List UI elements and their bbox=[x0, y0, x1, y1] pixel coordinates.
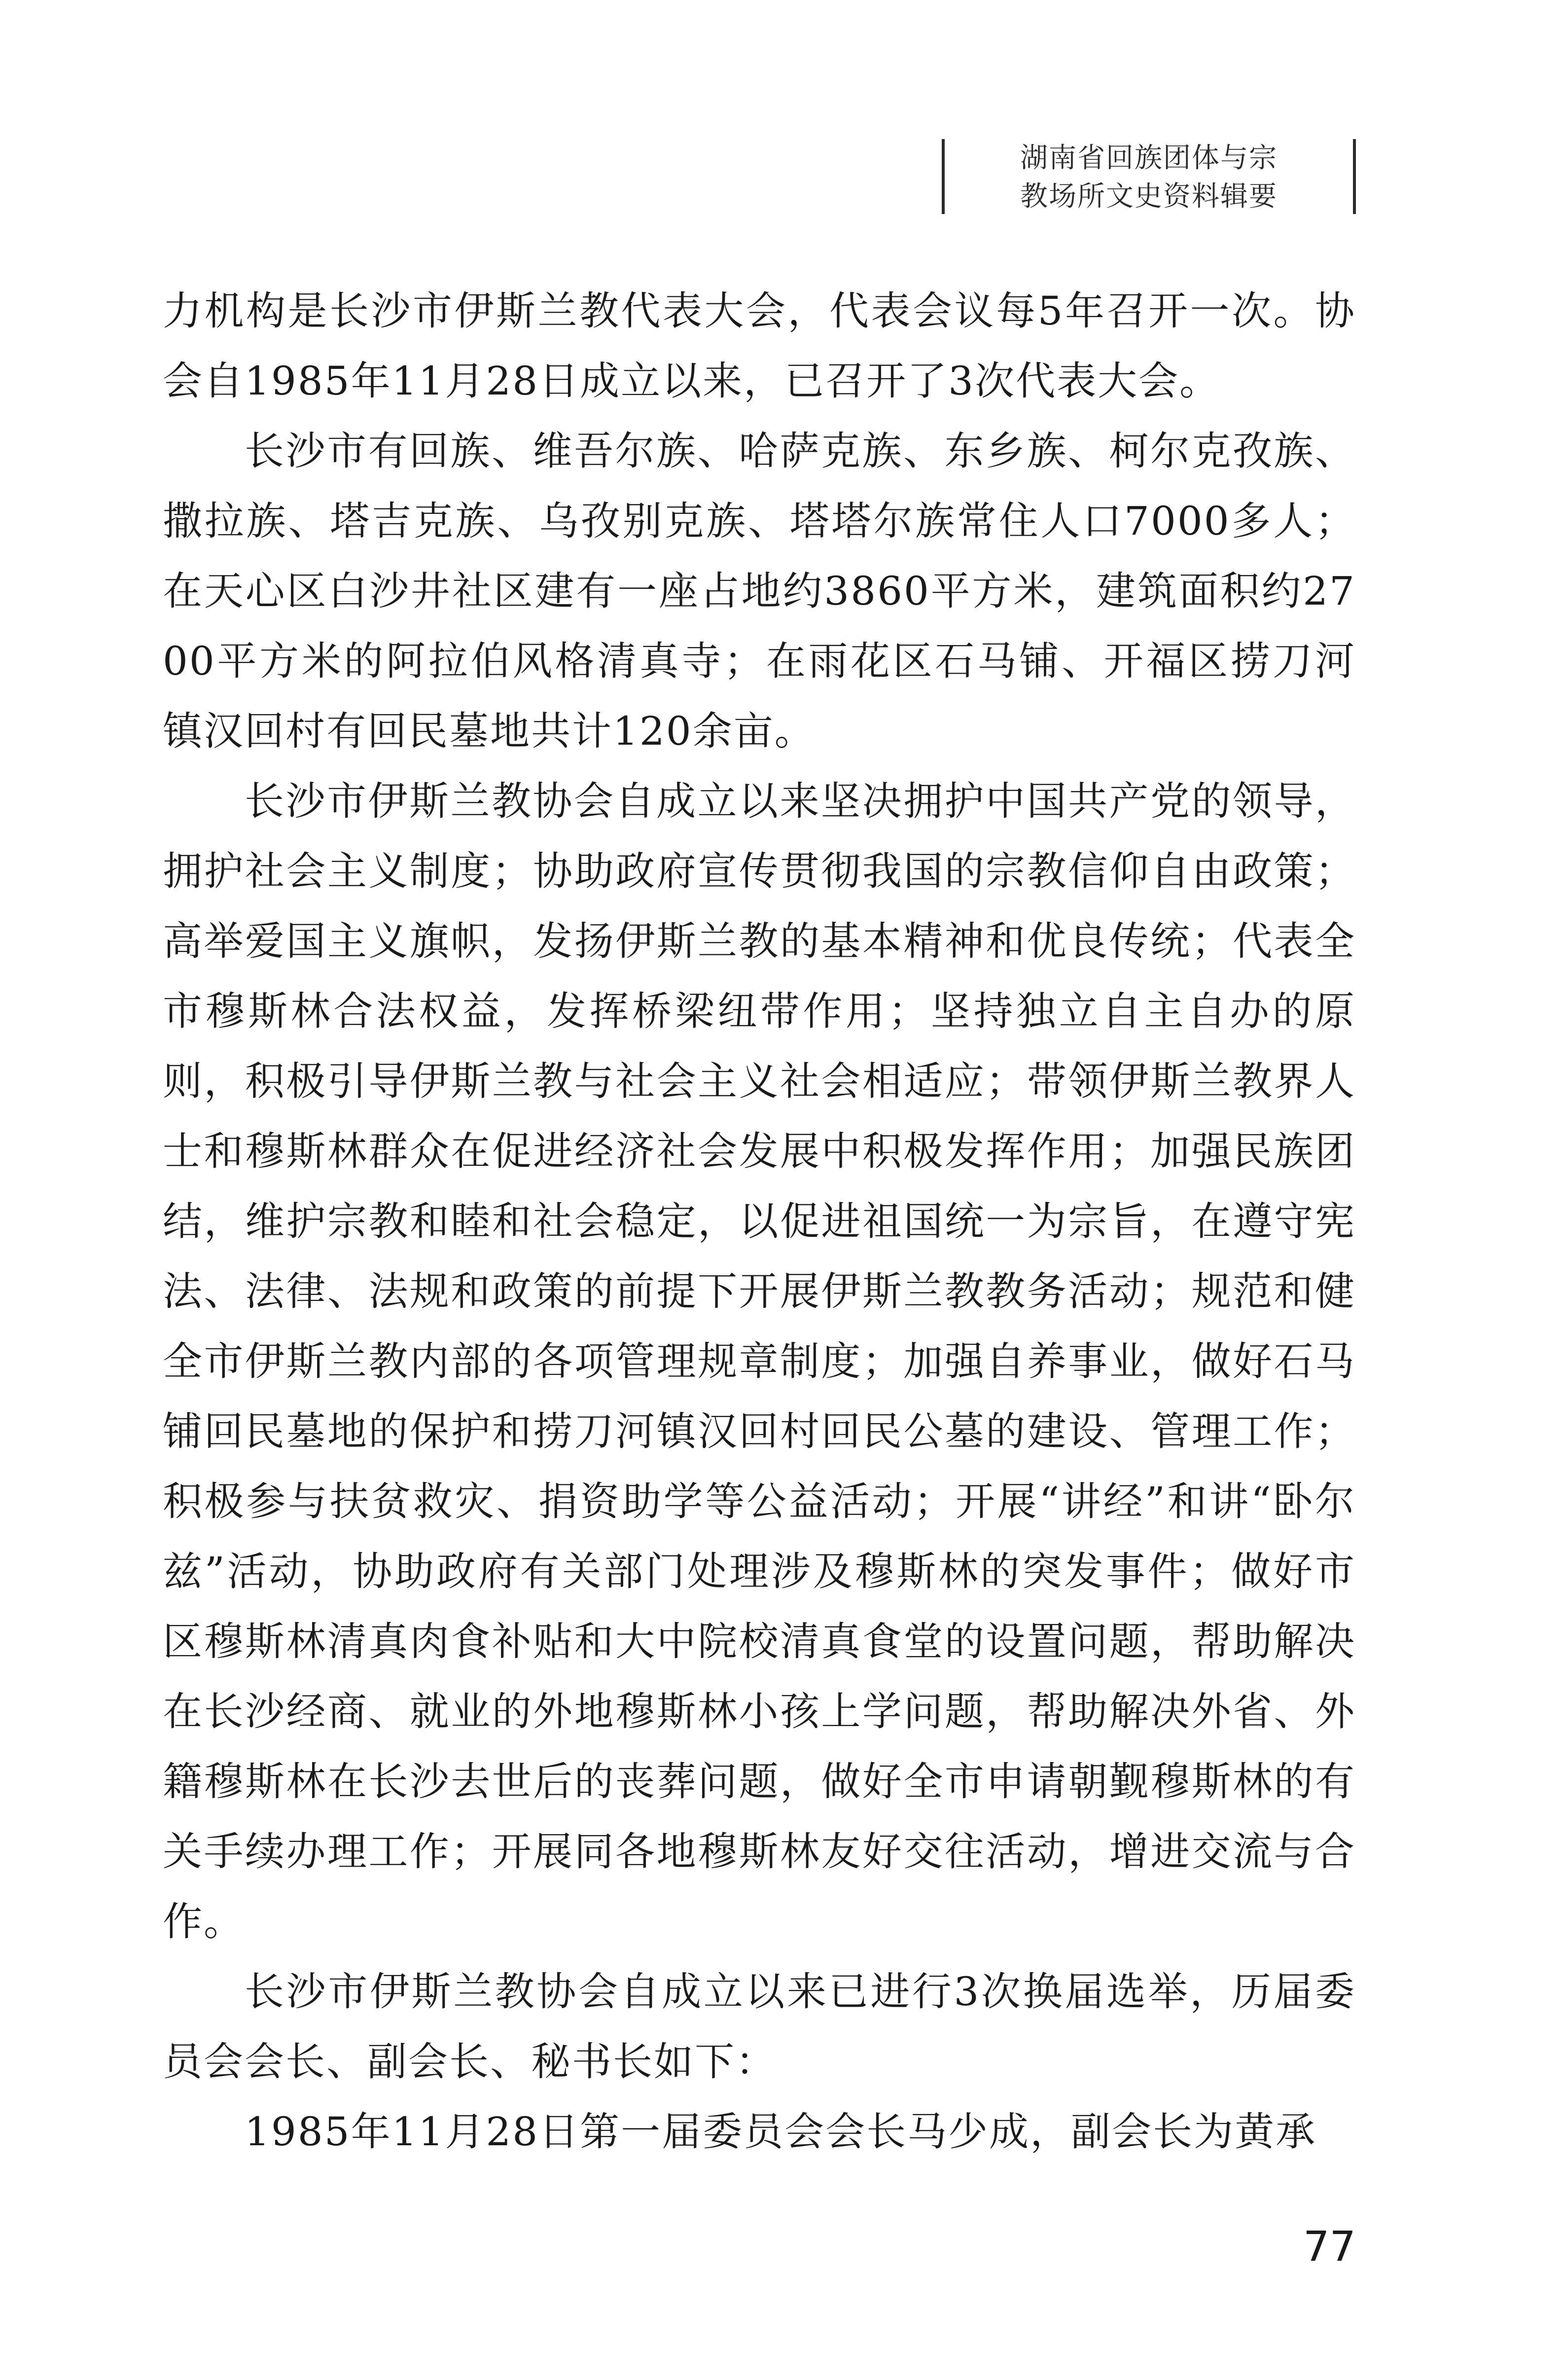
page-number: 77 bbox=[1303, 2222, 1356, 2271]
paragraph: 长沙市伊斯兰教协会自成立以来坚决拥护中国共产党的领导，拥护社会主义制度；协助政府宣传贯彻我国的宗教信仰自由政策；高举爱国主义旗帜，发扬伊斯兰教的基本精神和优良传统；代表全市穆斯林合法权益，发挥桥梁纽带作用；坚持独立自主自办的原则，积极引导伊斯兰教与社会主义社会相适应；带领伊斯兰教界人士和穆斯林群众在促进经济社会发展中积极发挥作用；加强民族团结，维护宗教和睦和社会稳定，以促进祖国统一为宗旨，在遵守宪法、法律、法规和政策的前提下开展伊斯兰教教务活动；规范和健全市伊斯兰教内部的各项管理规章制度；加强自养事业，做好石马铺回民墓地的保护和捞刀河镇汉回村回民公墓的建设、管理工作；积极参与扶贫救灾、捐资助学等公益活动；开展“讲经”和讲“卧尔兹”活动，协助政府有关部门处理涉及穆斯林的突发事件；做好市区穆斯林清真肉食补贴和大中院校清真食堂的设置问题，帮助解决在长沙经商、就业的外地穆斯林小孩上学问题，帮助解决外省、外籍穆斯林在长沙去世后的丧葬问题，做好全市申请朝觐穆斯林的有关手续办理工作；开展同各地穆斯林友好交往活动，增进交流与合作。 bbox=[163, 778, 1356, 1945]
paragraph: 长沙市伊斯兰教协会自成立以来已进行3次换届选举，历届委员会会长、副会长、秘书长如下： bbox=[163, 1969, 1356, 2085]
running-header-line-2: 教场所文史资料辑要 bbox=[1020, 180, 1278, 213]
running-header bbox=[942, 139, 1356, 214]
running-header-line-1: 湖南省回族团体与宗 bbox=[1020, 142, 1278, 174]
body-text bbox=[163, 276, 1356, 2167]
paragraph: 长沙市有回族、维吾尔族、哈萨克族、东乡族、柯尔克孜族、撒拉族、塔吉克族、乌孜别克族、塔塔尔族常住人口7000多人；在天心区白沙井社区建有一座占地约3860平方米，建筑面积约2700平方米的阿拉伯风格清真寺；在雨花区石马铺、开福区捞刀河镇汉回村有回民墓地共计120余亩。 bbox=[163, 428, 1356, 754]
paragraph-continued: 力机构是长沙市伊斯兰教代表大会，代表会议每5年召开一次。协会自1985年11月28日成立以来，已召开了3次代表大会。 bbox=[163, 288, 1356, 404]
paragraph: 1985年11月28日第一届委员会会长马少成，副会长为黄承 bbox=[245, 2109, 1317, 2155]
